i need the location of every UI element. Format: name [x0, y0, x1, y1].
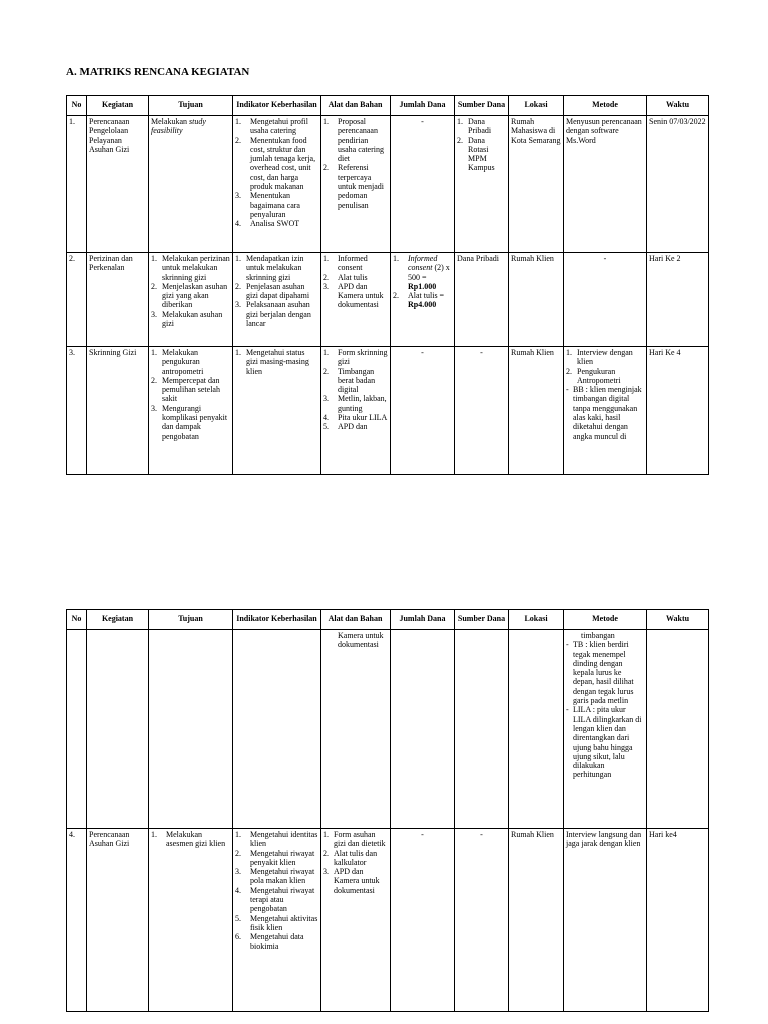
- header-lokasi: Lokasi: [509, 610, 564, 630]
- header-lokasi: Lokasi: [509, 96, 564, 116]
- header-alat: Alat dan Bahan: [321, 610, 391, 630]
- list-item: 1. Melakukan pengukuran antropometri: [151, 348, 204, 376]
- cell-waktu: [647, 630, 709, 829]
- table-row: [67, 116, 709, 253]
- header-indikator: Indikator Keberhasilan: [233, 96, 321, 116]
- list-item: 3. APD dan Kamera untuk dokumentasi: [323, 281, 384, 310]
- cell-metode: [564, 347, 647, 475]
- header-metode: Metode: [564, 610, 647, 630]
- list-item: 2. Alat tulis: [323, 272, 368, 282]
- list-item: 2. Pengukuran Antropometri: [566, 366, 621, 385]
- list-item: 2. Timbangan berat badan digital: [323, 366, 376, 395]
- tujuan-italic-text: study feasibility: [151, 117, 206, 136]
- list-item: 3. Metlin, lakban, gunting: [323, 394, 387, 413]
- cell-alat: Kamera untuk dokumentasi: [321, 630, 391, 829]
- header-kegiatan: Kegiatan: [87, 96, 149, 116]
- header-no: No: [67, 610, 87, 630]
- table-header-row: [67, 96, 709, 116]
- header-waktu: Waktu: [647, 96, 709, 116]
- cell-sumber-dana: [455, 116, 509, 253]
- cell-lokasi: [509, 630, 564, 829]
- cell-lokasi: Rumah Klien: [509, 253, 564, 347]
- cell-jumlah-dana: [391, 253, 455, 347]
- list-item: 2. Dana Rotasi MPM Kampus: [457, 135, 495, 173]
- table-row: [67, 630, 709, 829]
- cell-no: 1.: [67, 116, 87, 253]
- header-waktu: Waktu: [647, 610, 709, 630]
- cell-kegiatan: Perizinan dan Perkenalan: [87, 253, 149, 347]
- cell-tujuan: [149, 630, 233, 829]
- cell-sumber-dana: -: [455, 829, 509, 1012]
- cell-jumlah-dana: -: [391, 116, 455, 253]
- cell-jumlah-dana: -: [391, 347, 455, 475]
- cell-kegiatan: [87, 630, 149, 829]
- list-item: 2. Alat tulis = Rp4.000: [393, 291, 445, 310]
- header-indikator: Indikator Keberhasilan: [233, 610, 321, 630]
- list-item: 1. Mengetahui status gizi masing-masing klien: [235, 348, 309, 376]
- list-item: 1. Melakukan perizinan untuk melakukan skrinning gizi: [151, 254, 230, 282]
- cell-tujuan: [149, 116, 233, 253]
- cell-metode: timbangan - TB : klien berdiri tegak menempel dinding dengan kepala lurus ke depan, hasil dilihat dengan tegak lurus garis pada metlin - LILA : pita ukur LILA dilingkarkan di lengan klien dan direntangkan dari ujung bahu hingga ujung sikut, lalu dilakukan perhitungan: [564, 630, 647, 829]
- list-item: 5. Mengetahui aktivitas fisik klien: [235, 913, 318, 932]
- cell-tujuan: [149, 829, 233, 1012]
- cell-sumber-dana: Dana Pribadi: [455, 253, 509, 347]
- list-item: 3. Pelaksanaan asuhan gizi berjalan dengan lancar: [235, 300, 311, 329]
- cell-indikator: [233, 116, 321, 253]
- list-item: 3. Mengurangi komplikasi penyakit dan dampak pengobatan: [151, 403, 228, 441]
- cell-no: [67, 630, 87, 829]
- cell-lokasi: Rumah Mahasiswa di Kota Semarang: [509, 116, 564, 253]
- header-tujuan: Tujuan: [149, 96, 233, 116]
- list-item: 1. Proposal perencanaan pendirian usaha catering diet: [323, 117, 384, 164]
- list-item: 3. APD dan Kamera untuk dokumentasi: [323, 867, 380, 895]
- cell-no: 3.: [67, 347, 87, 475]
- list-item: 1. Form skrinning gizi: [323, 348, 388, 367]
- cell-alat: [321, 116, 391, 253]
- list-item: 1. Informed consent: [323, 254, 368, 273]
- table-row: [67, 347, 709, 475]
- header-no: No: [67, 96, 87, 116]
- cell-lokasi: Rumah Klien: [509, 347, 564, 475]
- section-title: A. MATRIKS RENCANA KEGIATAN: [66, 66, 250, 78]
- list-item: 2. Menentukan food cost, struktur dan jumlah tenaga kerja, overhead cost, unit cost, dan harga produk makanan: [235, 135, 316, 192]
- header-alat: Alat dan Bahan: [321, 96, 391, 116]
- table-row: [67, 253, 709, 347]
- cell-indikator: [233, 829, 321, 1012]
- list-item: 2. Mengetahui riwayat penyakit klien: [235, 848, 315, 867]
- cell-waktu: Senin 07/03/2022: [647, 116, 709, 253]
- cell-jumlah-dana: [391, 630, 455, 829]
- list-item: 1. Informed consent (2) x 500 = Rp1.000: [393, 254, 450, 291]
- header-sumber-dana: Sumber Dana: [455, 96, 509, 116]
- list-item: - LILA : pita ukur LILA dilingkarkan di lengan klien dan direntangkan dari ujung bahu hingga ujung sikut, lalu dilakukan perhitungan: [566, 705, 642, 780]
- plan-matrix-table-page2: [66, 609, 709, 1012]
- list-item: 4. Mengetahui riwayat terapi atau pengobatan: [235, 885, 315, 914]
- cell-indikator: [233, 630, 321, 829]
- list-item: 2. Mempercepat dan pemulihan setelah sakit: [151, 375, 220, 404]
- plan-matrix-table-page1: [66, 95, 709, 475]
- header-tujuan: Tujuan: [149, 610, 233, 630]
- header-sumber-dana: Sumber Dana: [455, 610, 509, 630]
- tujuan-text: Melakukan: [151, 117, 189, 126]
- list-item: 4. Pita ukur LILA: [323, 413, 388, 423]
- header-metode: Metode: [564, 96, 647, 116]
- list-item: 1. Mendapatkan izin untuk melakukan skrinning gizi: [235, 254, 304, 282]
- header-kegiatan: Kegiatan: [87, 610, 149, 630]
- cell-indikator: [233, 347, 321, 475]
- cell-waktu: Hari Ke 4: [647, 347, 709, 475]
- cell-waktu: Hari Ke 2: [647, 253, 709, 347]
- list-item: 3. Melakukan asuhan gizi: [151, 309, 223, 329]
- table-header-row: [67, 610, 709, 630]
- cell-jumlah-dana: -: [391, 829, 455, 1012]
- list-item: - TB : klien berdiri tegak menempel dinding dengan kepala lurus ke depan, hasil dilihat dengan tegak lurus garis pada metlin: [566, 640, 634, 706]
- cell-metode: -: [564, 253, 647, 347]
- header-jumlah-dana: Jumlah Dana: [391, 96, 455, 116]
- cell-tujuan: [149, 253, 233, 347]
- table-row: [67, 829, 709, 1012]
- list-item: 1. Mengetahui profil usaha catering: [235, 117, 308, 136]
- cell-alat: [321, 347, 391, 475]
- cell-lokasi: Rumah Klien: [509, 829, 564, 1012]
- list-item: 3. Mengetahui riwayat pola makan klien: [235, 867, 315, 886]
- cell-metode: Interview langsung dan jaga jarak dengan klien: [564, 829, 647, 1012]
- cell-kegiatan: Perencanaan Asuhan Gizi: [87, 829, 149, 1012]
- cell-alat: [321, 829, 391, 1012]
- list-item: 2. Referensi terpercaya untuk menjadi pedoman penulisan: [323, 163, 384, 210]
- cell-no: 4.: [67, 829, 87, 1012]
- cell-indikator: [233, 253, 321, 347]
- list-item: 2. Alat tulis dan kalkulator: [323, 848, 378, 867]
- list-item: 1. Form asuhan gizi dan dietetik: [323, 830, 386, 849]
- cell-no: 2.: [67, 253, 87, 347]
- list-item: 1. Mengetahui identitas klien: [235, 830, 318, 849]
- cell-kegiatan: Perencanaan Pengelolaan Pelayanan Asuhan Gizi: [87, 116, 149, 253]
- list-item: 1. Melakukan asesmen gizi klien: [151, 830, 226, 849]
- cell-tujuan: [149, 347, 233, 475]
- list-item: 2. Menjelaskan asuhan gizi yang akan diberikan: [151, 281, 228, 310]
- list-item: - BB : klien menginjak timbangan digital tanpa menggunakan alas kaki, hasil diketahui dengan angka muncul di: [566, 385, 642, 441]
- cell-sumber-dana: -: [455, 347, 509, 475]
- cell-alat: [321, 253, 391, 347]
- list-item: 3. Menentukan bagaimana cara penyaluran: [235, 191, 300, 219]
- list-item: 1. Interview dengan klien: [566, 348, 633, 367]
- cell-kegiatan: Skrinning Gizi: [87, 347, 149, 475]
- list-item: 5. APD dan: [323, 422, 368, 432]
- cell-sumber-dana: [455, 630, 509, 829]
- list-item: 1. Dana Pribadi: [457, 117, 492, 136]
- list-item: 2. Penjelasan asuhan gizi dapat dipahami: [235, 281, 310, 301]
- cell-waktu: Hari ke4: [647, 829, 709, 1012]
- list-item: 4. Analisa SWOT: [235, 219, 300, 229]
- cell-metode: Menyusun perencanaan dengan software Ms.Word: [564, 116, 647, 253]
- list-item: 6. Mengetahui data biokimia: [235, 932, 304, 951]
- header-jumlah-dana: Jumlah Dana: [391, 610, 455, 630]
